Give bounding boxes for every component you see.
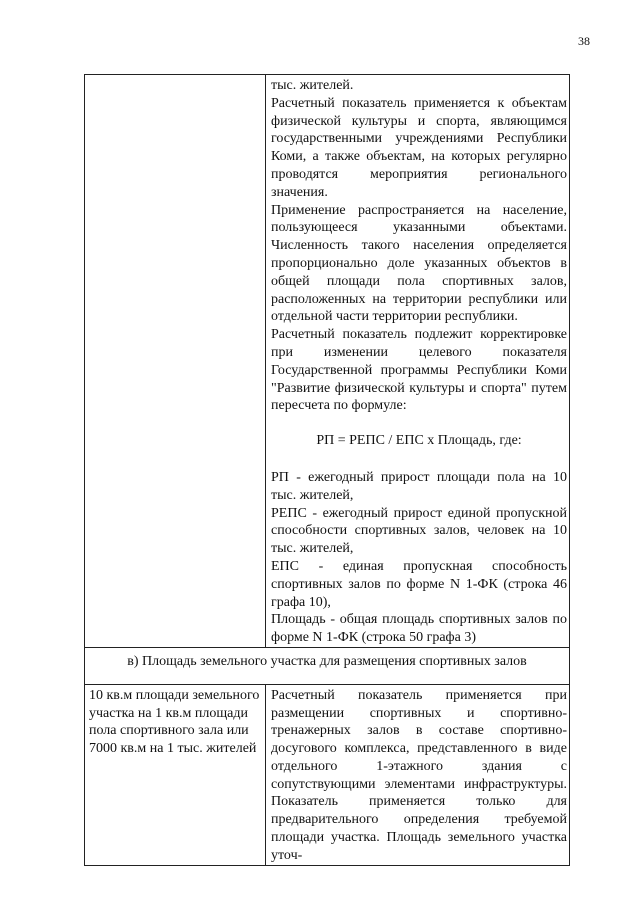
paragraph: тыс. жителей. (271, 78, 354, 93)
paragraph: Расчетный показатель применяется к объектам физической культуры и спорта, являющимся государственными учреждениями Республики Коми, а также объектам, на которых регулярно проводятся мероприятия регионального значения. (271, 95, 567, 200)
table-cell-left (85, 684, 266, 865)
paragraph: Расчетный показатель подлежит корректировке при изменении целевого показателя Государственной программы Республики Коми "Развитие физической культуры и спорта" путем пересчета по формуле: (271, 327, 567, 414)
table-row (85, 684, 570, 865)
norm-value: 10 кв.м площади земельного участка на 1 кв.м площади пола спортивного зала или 7000 кв.м на 1 тыс. жителей (89, 687, 260, 757)
definition-item: РП - ежегодный прирост площади пола на 10 тыс. жителей, (271, 469, 567, 503)
definition-item: Площадь - общая площадь спортивных залов по форме N 1-ФК (строка 50 графа 3) (271, 612, 567, 646)
norms-table (84, 74, 570, 866)
paragraph: Расчетный показатель применяется при размещении спортивных и спортивно-тренажерных залов в составе спортивно-досугового комплекса, представленного в виде отдельного 1-этажного здания с сопутствующими элементами инфраструктуры. Показатель применяется только для предварительного определения требуемой площади участка. Площадь земельного участка уточ- (271, 687, 567, 863)
table-row (85, 75, 570, 648)
paragraph: Применение распространяется на население, пользующееся указанными объектами. Численность такого населения определяется пропорционально доле указанных объектов в общей площади пола спортивных залов, расположенных на территории республики или отдельной части территории республики. (271, 202, 567, 325)
definition-item: РЕПС - ежегодный прирост единой пропускной способности спортивных залов, человек на 10 тыс. жителей, (271, 505, 567, 557)
table-cell-left (85, 75, 266, 648)
table-row (85, 647, 570, 684)
section-header: в) Площадь земельного участка для размещения спортивных залов (85, 647, 570, 684)
page-number: 38 (578, 34, 590, 48)
formula: РП = РЕПС / ЕПС x Площадь, где: (316, 433, 522, 449)
table-cell-right (266, 75, 570, 648)
table-cell-right (266, 684, 570, 865)
definition-item: ЕПС - единая пропускная способность спортивных залов по форме N 1-ФК (строка 46 графа 10), (271, 558, 567, 610)
